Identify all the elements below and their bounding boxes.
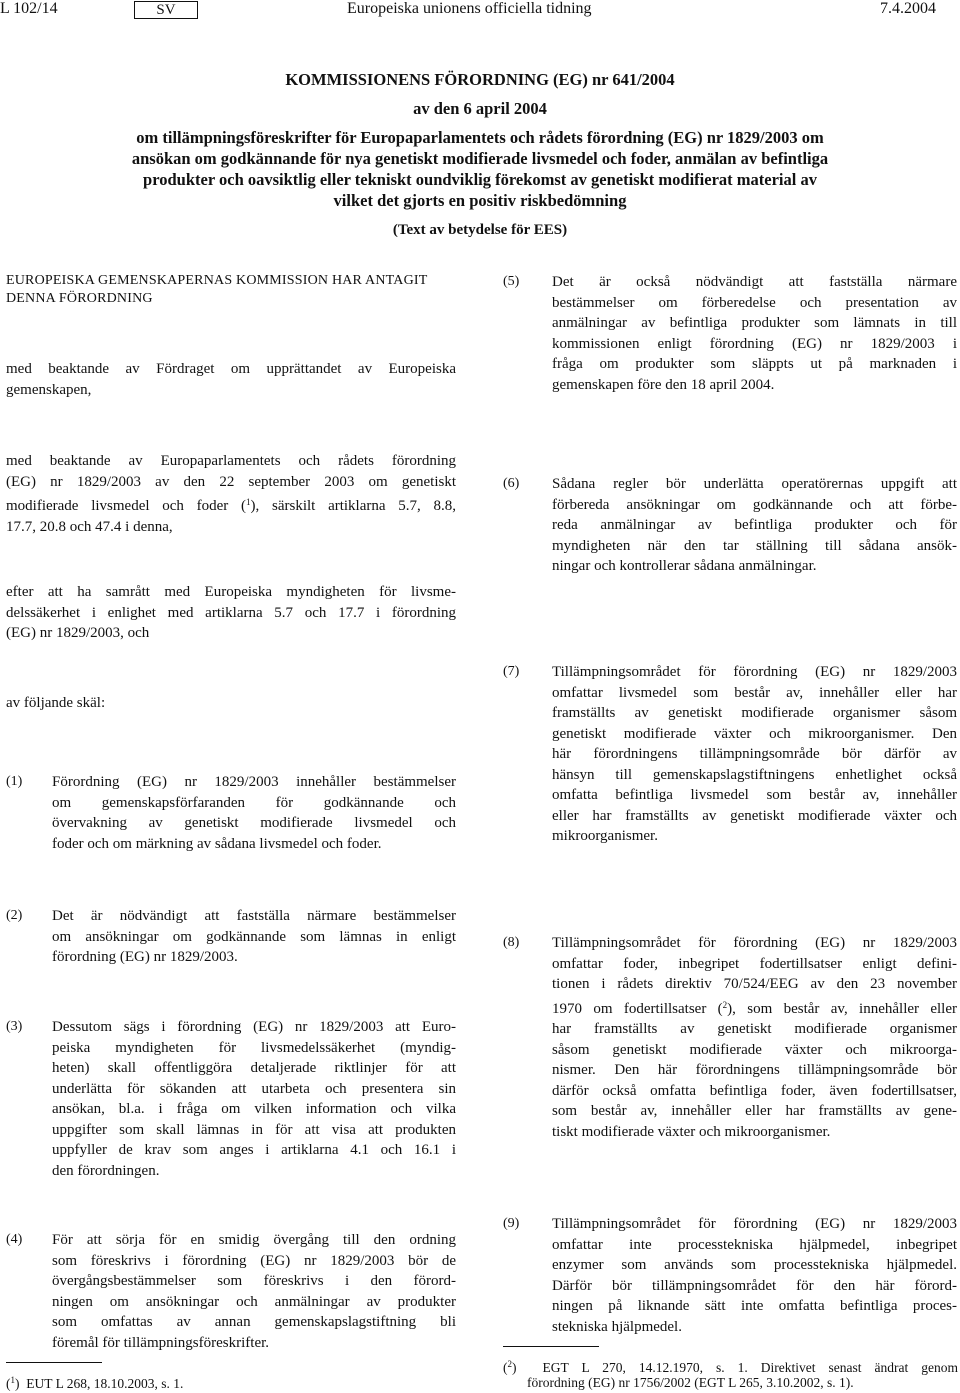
regulation-title: KOMMISSIONENS FÖRORDNING (EG) nr 641/2004 [285, 70, 675, 89]
text-line: som omfattas av annan gemenskapslagstiftning bli [52, 1314, 456, 1330]
text-line: uppgifter som skall lämnas in för att visa att produkten [52, 1121, 456, 1138]
language-badge: SV [134, 1, 198, 19]
text-line: underlätta för sökanden att utarbeta och presentera sin [52, 1080, 456, 1097]
recital-number: (6) [503, 476, 520, 491]
text-line: övervakning av genetiskt modifierade livsmedel och [52, 815, 456, 831]
text-line: Förordning (EG) nr 1829/2003 innehåller bestämmelser [52, 774, 456, 790]
text-line: mikroorganismer. [552, 828, 658, 844]
text-line: kommissionen enligt förordning (EG) nr 1829/2003 i [552, 335, 957, 352]
text-line: enzymer som används som processtekniska hjälpmedel. [552, 1257, 957, 1273]
footnote-1: ($^1$) EUT L 268, 18.10.2003, s. 1. [6, 1375, 184, 1391]
text-line: Tillämpningsområdet för förordning (EG) nr 1829/2003 [552, 1216, 957, 1232]
recital-1 [52, 772, 456, 854]
text-line: anmälningar av befintliga produkter som lämnats in till [552, 315, 957, 331]
text-line: gemenskapen före den 18 april 2004. [552, 376, 775, 393]
subject-line-4: vilket det gjorts en positiv riskbedömning [333, 191, 627, 210]
text-line: fråga om produkter som släppts ut på marknaden i [552, 356, 957, 372]
text-line: stekniska hjälpmedel. [552, 1318, 682, 1335]
adoption-heading: EUROPEISKA GEMENSKAPERNAS KOMMISSION HAR ANTAGIT DENNA FÖRORDNING [6, 273, 428, 306]
text-line: För att sörja för en smidig övergång till den ordning [52, 1232, 456, 1248]
text-line: eller har framställts av genetiskt modifierade växter och [552, 807, 957, 824]
text-line: Sådana regler bör underlätta operatörernas uppgift att [552, 476, 957, 492]
footnote-ref: 2 [722, 999, 728, 1010]
recital-8: Tillämpningsområdet för förordning (EG) nr 1829/2003 omfattar foder, inbegripet fodertillsatser enligt defini- tionen i rådets direktiv 70/524/EEG av den 23 november 1970 om fodertillsatser ($^2$), som består av, innehåller eller har framställts av genetiskt modifierade organismer såsom genetiskt modifierade växter och mikroorga- nismer. Den här förordningens tillämpningsområde bör därför också omfatta befintliga foder, även fodertillsatser, som består av, innehåller eller har framställts av gene- tiskt modifierade växter och mikroorganismer. [552, 933, 957, 1142]
journal-name: Europeiska unionens officiella tidning [347, 0, 592, 17]
page-reference: L 102/14 [0, 0, 58, 17]
text-line: foder och om märkning av sådana livsmedel och foder. [52, 835, 382, 852]
recital-4 [52, 1230, 456, 1353]
text-line: ningar och kontrollerar sådana anmälningar. [552, 558, 817, 574]
text-line: här förordningens tillämpningsområde bör därför av [552, 746, 957, 762]
text-line: den förordningen. [52, 1162, 160, 1179]
citation-consultation: efter att ha samrått med Europeiska myndigheten för livsme- delssäkerhet i enlighet med artiklarna 5.7 och 17.7 i förordning (EG) nr 1829/2003, och [6, 584, 456, 641]
recital-number: (1) [6, 774, 23, 789]
text-line: Dessutom sägs i förordning (EG) nr 1829/2003 att Euro- [52, 1019, 456, 1035]
ees-relevance: (Text av betydelse för EES) [392, 222, 568, 238]
recital-number: (2) [6, 908, 23, 923]
text-line: ningen om ansökningar och anmälningar av produkter [52, 1293, 456, 1310]
text-line: som består av, innehåller eller har framställts av gene- [552, 1103, 957, 1119]
text-line: bestämmelser om förberedelse och presentation av [552, 294, 957, 311]
footnote-ref: 1 [246, 497, 251, 507]
recital-number: (3) [6, 1019, 23, 1034]
text-line: Det är nödvändigt att fastställa närmare bestämmelser [52, 908, 456, 924]
citation-treaty: med beaktande av Fördraget om upprättandet av Europeiska gemenskapen, [6, 361, 456, 398]
regulation-date: av den 6 april 2004 [413, 99, 547, 118]
footnote-rule [6, 1362, 102, 1363]
recital-2 [52, 906, 456, 968]
recital-number: (9) [503, 1216, 520, 1231]
text-line: om gemenskapsförfaranden för godkännande och [52, 794, 456, 811]
citation-regulation: med beaktande av Europaparlamentets och rådets förordning (EG) nr 1829/2003 av den 22 september 2003 om genetiskt modifierade livsmedel och foder ($^1$), särskilt artiklarna 5.7, 8.8, 17.7, 20.8 och 47.4 i denna, [6, 453, 457, 535]
text-line: omfatta befintliga livsmedel som består av, innehåller [552, 787, 957, 803]
text-line: Det är också nödvändigt att fastställa närmare [552, 274, 957, 290]
recital-number: (5) [503, 274, 520, 289]
text-line: peiska myndigheten för livsmedelssäkerhet (myndig- [52, 1039, 456, 1056]
text-line: omfattar inte processtekniska hjälpmedel, inbegripet [552, 1236, 957, 1253]
text-line: heten) skall offentliggöra detaljerade riktlinjer för att [52, 1060, 456, 1076]
text-line: om ansökningar om godkännande som lämnas in enligt [52, 928, 456, 945]
footnote-rule [503, 1346, 599, 1347]
recital-number: (4) [6, 1232, 23, 1247]
text-line: övergångsbestämmelser som föreskrivs i den förord- [52, 1273, 456, 1289]
recital-9 [552, 1214, 957, 1337]
text-line: har framställts av genetiskt modifierade organismer [552, 1021, 957, 1037]
text-line: reda anmälningar av befintliga produkter och för [552, 517, 957, 533]
text-line: förordning (EG) nr 1829/2003. [52, 949, 238, 965]
text-line: såsom genetiskt modifierade växter och mikroorga- [552, 1041, 957, 1058]
whereas-heading: av följande skäl: [6, 695, 106, 711]
recital-7 [552, 662, 957, 847]
subject-line-3: produkter och oavsiktlig eller tekniskt oundviklig förekomst av genetiskt modifierat material av [143, 170, 817, 189]
subject-line-2: ansökan om godkännande för nya genetiskt modifierade livsmedel och foder, anmälan av befintliga [131, 149, 829, 168]
text-line: förbereda ansökningar om godkännande och att förbe- [552, 496, 957, 513]
recital-6 [552, 474, 957, 577]
issue-date: 7.4.2004 [880, 0, 936, 17]
recital-number: (8) [503, 935, 520, 950]
text-line: omfattar livsmedel som består av, innehåller eller har [552, 684, 957, 701]
recital-3 [52, 1017, 456, 1181]
text-line: framställts av genetiskt modifierade organismer såsom [552, 705, 957, 721]
text-line: nismer. Den här förordningens tillämpningsområde bör [552, 1062, 957, 1078]
text-line: därför också omfatta befintliga foder, även fodertillsatser, [552, 1082, 957, 1099]
footnote-2: ($^2$) EGT L 270, 14.12.1970, s. 1. Direktivet senast ändrat genom förordning (EG) nr 1756/2002 (EGT L 265, 3.10.2002, s. 1). [503, 1359, 958, 1390]
text-line: uppfyller de krav som anges i artiklarna 4.1 och 16.1 i [52, 1142, 456, 1158]
text-line: Därför bör tillämpningsområdet för den här förord- [552, 1277, 957, 1294]
recital-5 [552, 272, 957, 395]
subject-line-1: om tillämpningsföreskrifter för Europaparlamentets och rådets förordning (EG) nr 1829/2003 om [136, 128, 824, 147]
text-line: föremål för tillämpningsföreskrifter. [52, 1334, 270, 1351]
text-line: ningen på liknande sätt inte omfatta befintliga proces- [552, 1298, 957, 1314]
text-line: som föreskrivs i förordning (EG) nr 1829/2003 bör de [52, 1252, 456, 1269]
text-line: myndigheten när den tar ställning till sådana ansök- [552, 537, 957, 554]
text-line: genetiskt modifierade växter och mikroorganismer. Den [552, 725, 957, 742]
text-line: hänsyn till gemenskapslagstiftningens enhetlighet också [552, 766, 957, 783]
text-line: tiskt modifierade växter och mikroorganismer. [552, 1123, 831, 1140]
text-line: ansökan, bl.a. i fråga om vilken information och vilka [52, 1101, 456, 1117]
text-line: Tillämpningsområdet för förordning (EG) nr 1829/2003 [552, 664, 957, 680]
recital-number: (7) [503, 664, 520, 679]
